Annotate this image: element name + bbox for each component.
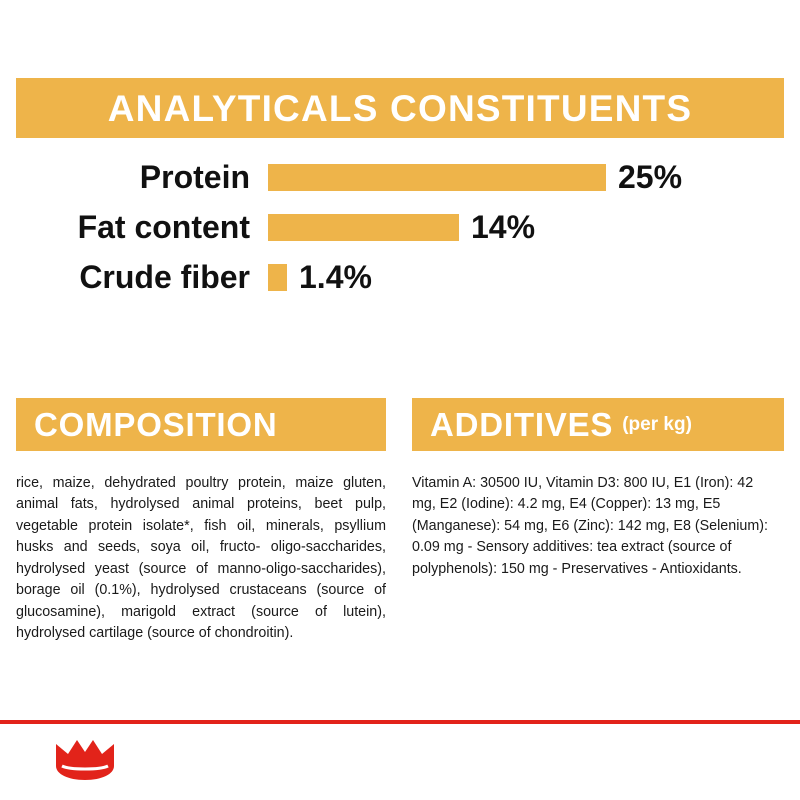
composition-panel — [16, 398, 386, 645]
nutrient-value-fat: 14% — [471, 208, 536, 245]
nutrient-bar-fiber — [268, 264, 287, 291]
nutrient-bar-fat — [268, 214, 459, 241]
nutrient-bar-wrap-protein — [268, 159, 784, 196]
nutrients-list — [16, 152, 784, 302]
additives-panel — [412, 398, 784, 580]
nutrient-label-fiber: Crude fiber — [79, 258, 250, 295]
nutrient-bar-wrap-fat — [268, 209, 784, 246]
crown-icon — [52, 736, 118, 782]
nutrient-label-protein: Protein — [139, 158, 250, 195]
analyticals-title: ANALYTICALS CONSTITUENTS — [107, 87, 693, 129]
nutrient-bar-protein — [268, 164, 606, 191]
footer-divider — [0, 720, 800, 724]
additives-text: Vitamin A: 30500 IU, Vitamin D3: 800 IU, E1 (Iron): 42 mg, E2 (Iodine): 4.2 mg, E4 (Copper): 13 mg, E5 (Manganese): 54 mg, E6 (Zinc): 142 mg, E8 (Selenium): 0.09 mg - Sensory additives: tea extract (source of polyphenols): 150 mg - Preservatives - Antioxidants. — [412, 475, 768, 577]
composition-header — [16, 398, 386, 451]
composition-text: rice, maize, dehydrated poultry protein, maize gluten, animal fats, hydrolysed animal proteins, beet pulp, vegetable protein isolate*, fish oil, minerals, psyllium husks and seeds, soya oil, fructo- oligo-saccharides, hydrolysed yeast (source of manno-oligo-saccharides), borage oil (0.1%), hydrolysed crustaceans (source of glucosamine), marigold extract (source of lutein), hydrolysed cartilage (source of chondroitin). — [16, 475, 386, 642]
composition-title: COMPOSITION — [34, 406, 278, 443]
nutrient-bar-wrap-fiber — [268, 259, 784, 296]
nutrient-row — [16, 152, 784, 202]
nutrient-label-fat: Fat content — [77, 208, 250, 245]
additives-title: ADDITIVES — [430, 406, 614, 443]
nutrient-row — [16, 252, 784, 302]
nutrient-row — [16, 202, 784, 252]
analyticals-header — [16, 78, 784, 138]
additives-unit-label: (per kg) — [622, 414, 692, 435]
nutrient-value-fiber: 1.4% — [299, 258, 372, 295]
nutrient-value-protein: 25% — [618, 158, 683, 195]
additives-header — [412, 398, 784, 451]
